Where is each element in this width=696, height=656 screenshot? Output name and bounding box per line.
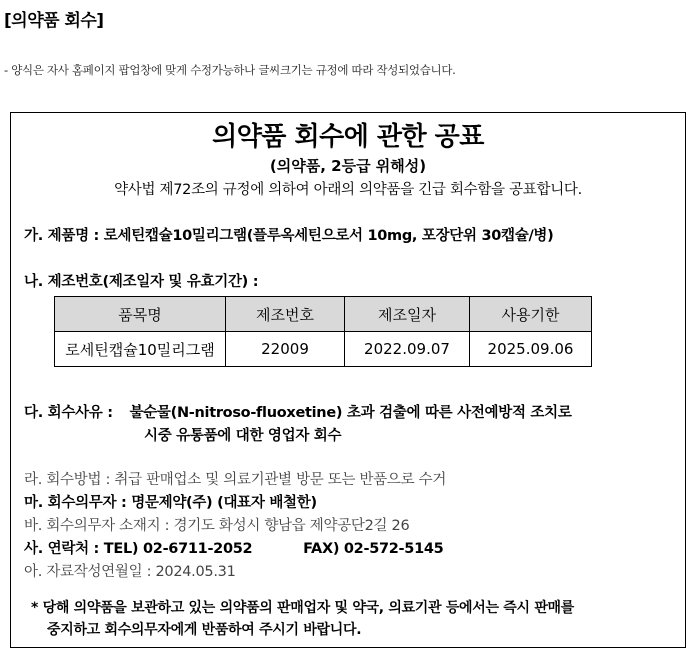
product-name-line: 가. 제품명 : 로세틴캡슐10밀리그램(플루옥세틴으로서 10mg, 포장단위 30캡슐/병) xyxy=(24,228,554,244)
reason-line-2: 시중 유통품에 대한 영업자 회수 xyxy=(144,428,342,444)
lot-heading: 나. 제조번호(제조일자 및 유효기간) : xyxy=(24,274,259,290)
cell-manufacture-date: 2022.09.07 xyxy=(345,332,470,367)
header-manufacture-date: 제조일자 xyxy=(345,297,470,332)
reason-label: 다. 회수사유 : xyxy=(24,405,113,421)
recall-obligor: 마. 회수의무자 : 명문제약(주) (대표자 배철한) xyxy=(24,495,317,511)
table-row xyxy=(55,332,592,367)
header-expiry: 사용기한 xyxy=(470,297,592,332)
footer-notice xyxy=(31,597,681,641)
contact-fax: FAX) 02-572-5145 xyxy=(303,541,444,557)
recall-method: 라. 회수방법 : 취급 판매업소 및 의료기관별 방문 또는 반품으로 수거 xyxy=(24,472,447,488)
footer-line-2: 중지하고 회수의무자에게 반품하여 주시기 바랍니다. xyxy=(47,622,362,638)
lot-table-header xyxy=(55,297,592,332)
contact-line xyxy=(24,537,443,558)
obligor-address: 바. 회수의무자 소재지 : 경기도 화성시 향남읍 제약공단2길 26 xyxy=(24,518,410,534)
contact-tel: 사. 연락처 : TEL) 02-6711-2052 xyxy=(24,541,253,557)
format-note: - 양식은 자사 홈페이지 팝업창에 맞게 수정가능하나 글씨크기는 규정에 따라 작성되었습니다. xyxy=(4,63,456,77)
cell-expiry: 2025.09.06 xyxy=(470,332,592,367)
notice-intro: 약사법 제72조의 규정에 의하여 아래의 의약품을 긴급 회수함을 공표합니다. xyxy=(114,182,582,198)
recall-notice-box xyxy=(10,112,686,648)
page-heading: [의약품 회수] xyxy=(4,11,104,31)
header-lot-number: 제조번호 xyxy=(226,297,345,332)
lot-table xyxy=(54,296,592,367)
reason-line-1: 불순물(N-nitroso-fluoxetine) 초과 검출에 따른 사전예방적 조치로 xyxy=(129,405,572,421)
notice-title: 의약품 회수에 관한 공표 xyxy=(212,122,484,152)
document-date: 아. 자료작성연월일 : 2024.05.31 xyxy=(24,564,236,580)
reason-block xyxy=(24,401,572,422)
footer-line-1: * 당해 의약품을 보관하고 있는 의약품의 판매업자 및 약국, 의료기관 등에서는 즉시 판매를 xyxy=(31,600,574,616)
notice-subtitle: (의약품, 2등급 위해성) xyxy=(269,157,427,175)
cell-product: 로세틴캡슐10밀리그램 xyxy=(55,332,226,367)
header-product: 품목명 xyxy=(55,297,226,332)
cell-lot-number: 22009 xyxy=(226,332,345,367)
